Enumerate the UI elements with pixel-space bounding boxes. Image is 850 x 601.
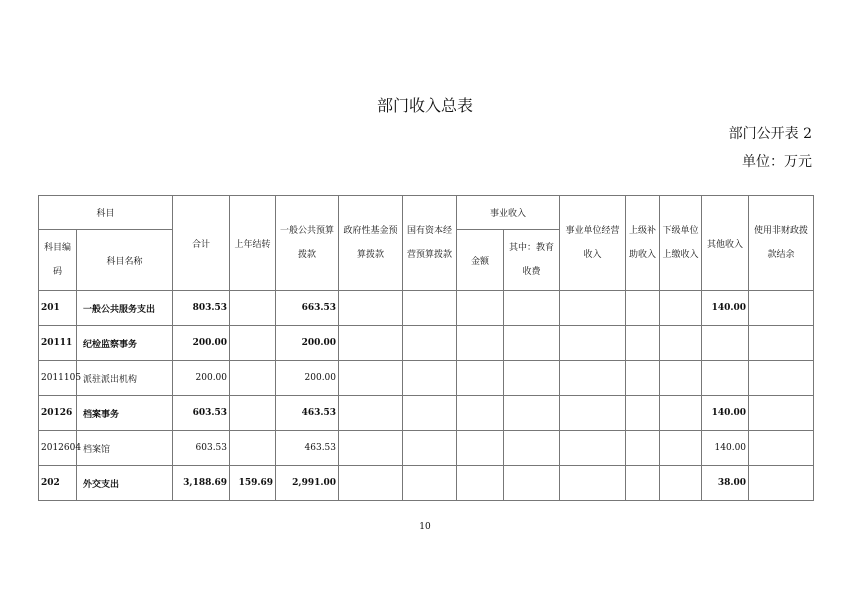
cell-biz-income: [560, 326, 626, 361]
cell-superior-subsidy: [626, 361, 660, 396]
cell-superior-subsidy: [626, 326, 660, 361]
table-row: [39, 361, 814, 396]
cell-total: 603.53: [173, 396, 230, 431]
cell-amount: [457, 326, 504, 361]
table-row: [39, 396, 814, 431]
table-row: [39, 466, 814, 501]
cell-non-fiscal: [749, 361, 814, 396]
page-title: 部门收入总表: [376, 96, 473, 115]
cell-gov-fund: [339, 326, 403, 361]
cell-other-income: 38.00: [702, 466, 749, 501]
cell-total: 3,188.69: [173, 466, 230, 501]
cell-general-budget: 463.53: [276, 431, 339, 466]
cell-total: 803.53: [173, 291, 230, 326]
cell-general-budget: 2,991.00: [276, 466, 339, 501]
cell-code: 2011105: [39, 361, 77, 396]
cell-code: 20126: [39, 396, 77, 431]
cell-code: 2012604: [39, 431, 77, 466]
cell-gov-fund: [339, 396, 403, 431]
form-number: 部门公开表 2: [728, 126, 812, 142]
cell-name: 派驻派出机构: [77, 361, 173, 396]
page-number: 10: [419, 522, 431, 532]
cell-lower-remit: [660, 326, 702, 361]
header-superior-subsidy: 上级补助收入: [626, 196, 660, 291]
cell-non-fiscal: [749, 431, 814, 466]
header-general-budget: 一般公共预算拨款: [276, 196, 339, 291]
cell-amount: [457, 466, 504, 501]
unit-label: 单位：万元: [742, 154, 812, 170]
header-state-capital: 国有资本经营预算拨款: [403, 196, 457, 291]
cell-name: 纪检监察事务: [77, 326, 173, 361]
cell-biz-income: [560, 396, 626, 431]
header-code: 科目编码: [39, 230, 77, 291]
cell-edu-fee: [504, 431, 560, 466]
cell-other-income: [702, 361, 749, 396]
cell-superior-subsidy: [626, 291, 660, 326]
cell-total: 603.53: [173, 431, 230, 466]
cell-amount: [457, 431, 504, 466]
header-gov-fund: 政府性基金预算拨款: [339, 196, 403, 291]
table-row: [39, 326, 814, 361]
cell-edu-fee: [504, 326, 560, 361]
header-other-income: 其他收入: [702, 196, 749, 291]
cell-lower-remit: [660, 396, 702, 431]
cell-code: 201: [39, 291, 77, 326]
table-row: [39, 431, 814, 466]
cell-name: 外交支出: [77, 466, 173, 501]
cell-edu-fee: [504, 291, 560, 326]
cell-edu-fee: [504, 396, 560, 431]
cell-other-income: 140.00: [702, 396, 749, 431]
cell-general-budget: 200.00: [276, 326, 339, 361]
cell-carryover: [230, 326, 276, 361]
cell-state-capital: [403, 361, 457, 396]
cell-biz-income: [560, 361, 626, 396]
cell-non-fiscal: [749, 466, 814, 501]
revenue-table: [38, 195, 814, 501]
cell-general-budget: 200.00: [276, 361, 339, 396]
header-subject: 科目: [39, 196, 173, 230]
cell-carryover: [230, 396, 276, 431]
cell-state-capital: [403, 291, 457, 326]
cell-state-capital: [403, 396, 457, 431]
cell-superior-subsidy: [626, 396, 660, 431]
header-non-fiscal: 使用非财政拨款结余: [749, 196, 814, 291]
header-career-income: 事业收入: [457, 196, 560, 230]
cell-non-fiscal: [749, 291, 814, 326]
table-row: [39, 291, 814, 326]
header-name: 科目名称: [77, 230, 173, 291]
cell-amount: [457, 396, 504, 431]
cell-name: 档案事务: [77, 396, 173, 431]
header-lower-remit: 下级单位上缴收入: [660, 196, 702, 291]
cell-total: 200.00: [173, 326, 230, 361]
cell-carryover: 159.69: [230, 466, 276, 501]
cell-state-capital: [403, 326, 457, 361]
cell-general-budget: 463.53: [276, 396, 339, 431]
cell-lower-remit: [660, 291, 702, 326]
cell-edu-fee: [504, 361, 560, 396]
cell-code: 202: [39, 466, 77, 501]
cell-carryover: [230, 431, 276, 466]
cell-state-capital: [403, 466, 457, 501]
header-biz-income: 事业单位经营收入: [560, 196, 626, 291]
cell-name: 一般公共服务支出: [77, 291, 173, 326]
cell-other-income: [702, 326, 749, 361]
header-total: 合计: [173, 196, 230, 291]
cell-state-capital: [403, 431, 457, 466]
header-carryover: 上年结转: [230, 196, 276, 291]
cell-lower-remit: [660, 466, 702, 501]
cell-gov-fund: [339, 291, 403, 326]
cell-non-fiscal: [749, 396, 814, 431]
cell-non-fiscal: [749, 326, 814, 361]
cell-edu-fee: [504, 466, 560, 501]
cell-code: 20111: [39, 326, 77, 361]
cell-lower-remit: [660, 361, 702, 396]
cell-biz-income: [560, 466, 626, 501]
cell-gov-fund: [339, 431, 403, 466]
cell-carryover: [230, 291, 276, 326]
cell-amount: [457, 291, 504, 326]
cell-other-income: 140.00: [702, 431, 749, 466]
cell-carryover: [230, 361, 276, 396]
cell-gov-fund: [339, 466, 403, 501]
cell-amount: [457, 361, 504, 396]
header-amount: 金额: [457, 230, 504, 291]
cell-biz-income: [560, 431, 626, 466]
cell-gov-fund: [339, 361, 403, 396]
cell-superior-subsidy: [626, 466, 660, 501]
cell-general-budget: 663.53: [276, 291, 339, 326]
cell-biz-income: [560, 291, 626, 326]
cell-total: 200.00: [173, 361, 230, 396]
header-edu-fee: 其中：教育收费: [504, 230, 560, 291]
cell-other-income: 140.00: [702, 291, 749, 326]
cell-lower-remit: [660, 431, 702, 466]
cell-superior-subsidy: [626, 431, 660, 466]
cell-name: 档案馆: [77, 431, 173, 466]
